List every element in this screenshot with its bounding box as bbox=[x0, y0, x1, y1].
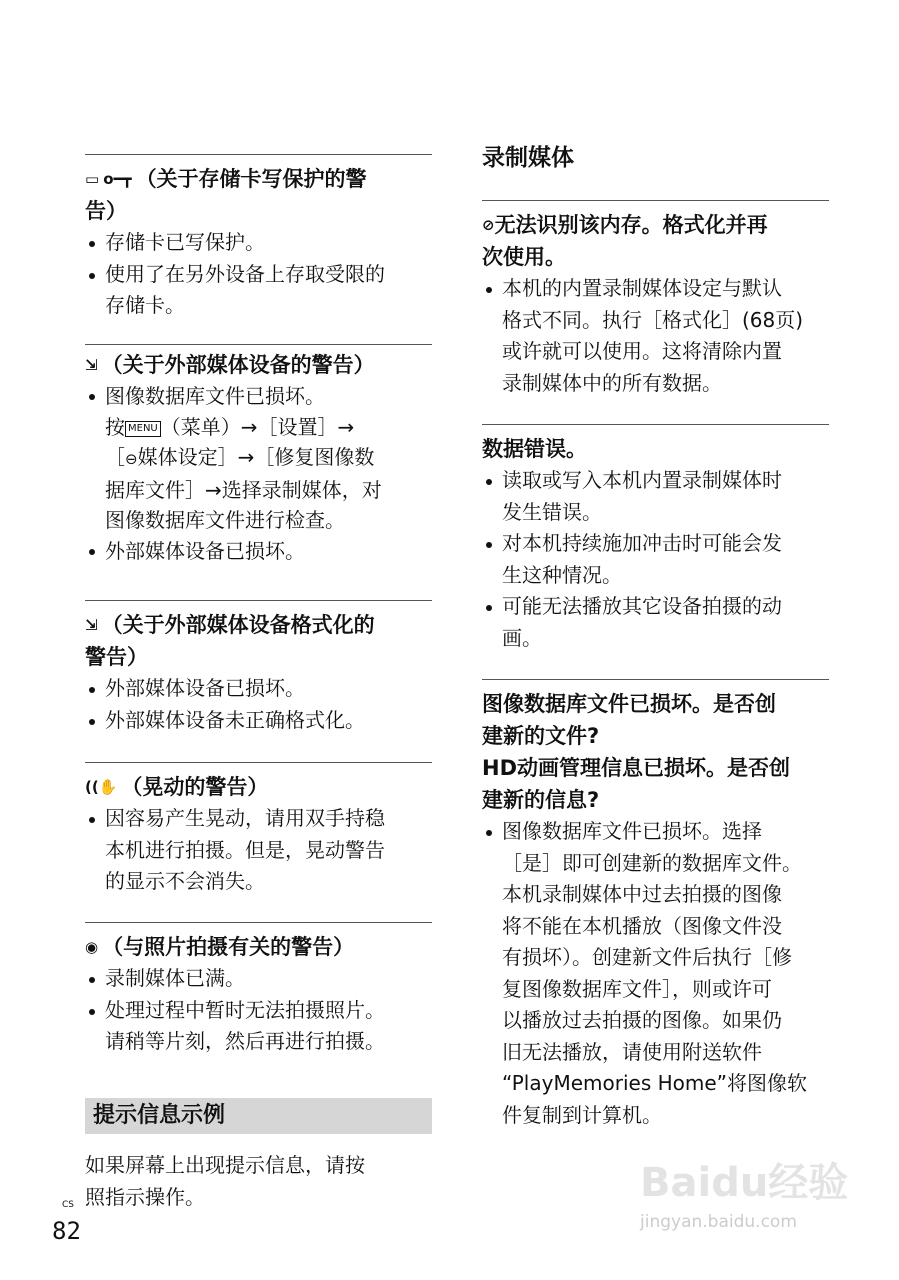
section-heading: 警告） bbox=[85, 645, 148, 669]
bullet-continuation: 存储卡。 bbox=[105, 293, 185, 317]
bullet-item: 本机的内置录制媒体设定与默认 bbox=[482, 273, 829, 305]
section-heading: HD动画管理信息已损坏。是否创 bbox=[482, 756, 791, 780]
divider bbox=[482, 679, 829, 680]
bullet-item: 对本机持续施加冲击时可能会发 bbox=[482, 528, 829, 560]
section-shake bbox=[85, 762, 432, 898]
divider bbox=[85, 154, 432, 155]
key-icon: o━┳ bbox=[103, 170, 132, 188]
section-heading: 数据错误。 bbox=[482, 437, 587, 461]
watermark-url: jingyan.baidu.com bbox=[640, 1212, 797, 1232]
bullet-continuation: 以播放过去拍摄的图像。如果仍 bbox=[502, 1008, 782, 1032]
page-section-title: 录制媒体 bbox=[482, 145, 574, 171]
bullet-continuation: 画。 bbox=[502, 625, 542, 650]
menu-button-icon: MENU bbox=[125, 421, 161, 437]
section-data-error bbox=[482, 424, 829, 654]
language-code: CS bbox=[62, 1200, 74, 1210]
bullet-continuation: 录制媒体中的所有数据。 bbox=[502, 370, 722, 395]
page-number: 82 bbox=[52, 1217, 81, 1245]
section-external-format bbox=[85, 600, 432, 736]
bullet-continuation: 复图像数据库文件］，则或许可 bbox=[502, 976, 772, 1001]
section-heading: ◉ （与照片拍摄有关的警告） bbox=[85, 931, 432, 963]
divider bbox=[85, 762, 432, 763]
external-media-warning-icon: ⇲ bbox=[85, 356, 98, 374]
bullet-continuation: “PlayMemories Home”将图像软 bbox=[502, 1071, 808, 1095]
bullet-continuation bbox=[85, 442, 432, 475]
section-heading: ⇲ （关于外部媒体设备的警告） bbox=[85, 349, 432, 381]
bullet-item: 可能无法播放其它设备拍摄的动 bbox=[482, 591, 829, 623]
bullet-continuation: 旧无法播放，请使用附送软件 bbox=[502, 1039, 762, 1064]
bullet-continuation: 据库文件］→选择录制媒体，对 bbox=[105, 477, 382, 502]
external-format-warning-icon: ⇲ bbox=[85, 616, 98, 634]
section-external-media bbox=[85, 344, 432, 566]
bullet-item: 外部媒体设备未正确格式化。 bbox=[85, 705, 432, 737]
text: 按 bbox=[105, 414, 125, 439]
bullet-item: 外部媒体设备已损坏。 bbox=[85, 673, 432, 705]
paragraph-line: 如果屏幕上出现提示信息，请按 bbox=[85, 1153, 365, 1177]
text: （菜单）→［设置］→ bbox=[160, 414, 355, 439]
section-heading: 建新的信息? bbox=[482, 788, 600, 812]
bullet-continuation: 格式不同。执行［格式化］(68页) bbox=[502, 307, 804, 332]
bullet-item: 因容易产生晃动，请用双手持稳 bbox=[85, 803, 432, 835]
bullet-continuation: 的显示不会消失。 bbox=[105, 869, 265, 893]
internal-memory-icon: ⊘ bbox=[482, 216, 495, 234]
memory-card-icon: ▭ bbox=[85, 170, 100, 188]
section-heading: ▭ o━┳ （关于存储卡写保护的警 bbox=[85, 163, 432, 195]
bullet-item: 外部媒体设备已损坏。 bbox=[85, 536, 432, 567]
bullet-item: 读取或写入本机内置录制媒体时 bbox=[482, 465, 829, 497]
paragraph-line: 照指示操作。 bbox=[85, 1184, 205, 1209]
section-card-protect bbox=[85, 154, 432, 322]
bullet-continuation: 有损坏）。创建新文件后执行［修 bbox=[502, 945, 792, 969]
bullet-continuation: 或许就可以使用。这将清除内置 bbox=[502, 339, 782, 363]
bullet-item: 录制媒体已满。 bbox=[85, 963, 432, 995]
bullet-continuation: 生这种情况。 bbox=[502, 562, 622, 587]
divider bbox=[482, 200, 829, 201]
intro-text bbox=[85, 1150, 432, 1213]
watermark-logo: Baidu经验 bbox=[640, 1160, 849, 1206]
bullet-item: 存储卡已写保护。 bbox=[85, 227, 432, 259]
bullet-item: 处理过程中暂时无法拍摄照片。 bbox=[85, 995, 432, 1027]
section-heading: 次使用。 bbox=[482, 245, 566, 269]
section-photo bbox=[85, 922, 432, 1058]
bullet-continuation: 发生错误。 bbox=[502, 499, 602, 524]
photo-warning-icon: ◉ bbox=[85, 938, 99, 956]
bullet-item: 图像数据库文件已损坏。 bbox=[85, 381, 432, 412]
bullet-continuation: 本机进行拍摄。但是，晃动警告 bbox=[105, 837, 385, 862]
bullet-continuation: 图像数据库文件进行检查。 bbox=[105, 508, 345, 532]
section-heading: 告） bbox=[85, 199, 127, 223]
divider bbox=[85, 600, 432, 601]
section-heading: ⇲ （关于外部媒体设备格式化的 bbox=[85, 609, 432, 641]
section-heading: ((✋ （晃动的警告） bbox=[85, 771, 432, 803]
section-heading: 图像数据库文件已损坏。是否创 bbox=[482, 692, 776, 716]
section-heading: ⊘无法识别该内存。格式化并再 bbox=[482, 209, 829, 241]
bullet-continuation: ［是］即可创建新的数据库文件。 bbox=[502, 850, 802, 875]
section-band-title: 提示信息示例 bbox=[85, 1098, 432, 1134]
bullet-continuation: 将不能在本机播放（图像文件没 bbox=[502, 913, 782, 938]
camera-shake-icon: ((✋ bbox=[85, 778, 118, 796]
text: 媒体设定］→［修复图像数 bbox=[137, 445, 375, 469]
bullet-item: 图像数据库文件已损坏。选择 bbox=[482, 816, 829, 848]
divider bbox=[482, 424, 829, 425]
media-settings-icon: ⊖ bbox=[125, 450, 138, 468]
bullet-continuation bbox=[85, 412, 432, 443]
bullet-item: 使用了在另外设备上存取受限的 bbox=[85, 259, 432, 291]
section-heading: 建新的文件? bbox=[482, 724, 600, 748]
bullet-continuation: 件复制到计算机。 bbox=[502, 1102, 662, 1127]
section-database-damaged bbox=[482, 679, 829, 1131]
bullet-continuation: 本机录制媒体中过去拍摄的图像 bbox=[502, 882, 782, 906]
section-unrecognized-memory bbox=[482, 200, 829, 399]
divider bbox=[85, 344, 432, 345]
text: ［ bbox=[105, 445, 125, 469]
bullet-continuation: 请稍等片刻，然后再进行拍摄。 bbox=[105, 1029, 385, 1053]
divider bbox=[85, 922, 432, 923]
